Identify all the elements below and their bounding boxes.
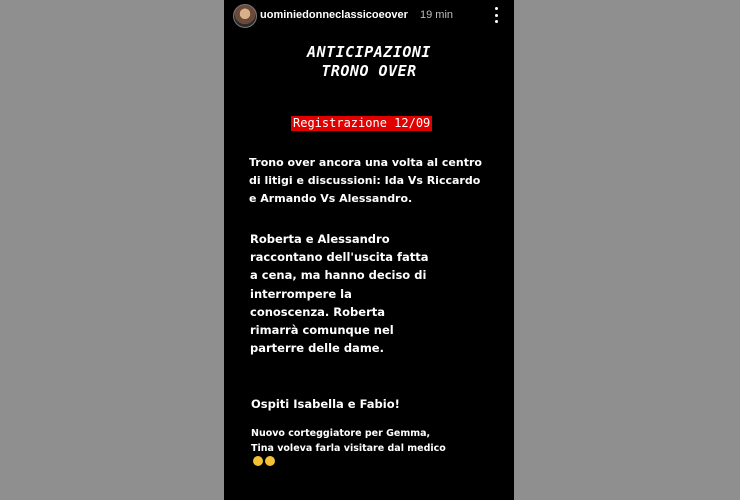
paragraph-gemma [251, 427, 451, 471]
post-time: 19 min [420, 9, 454, 21]
registration-date-banner: Registrazione 12/09 [293, 116, 431, 130]
story-title [224, 43, 514, 81]
paragraph-gemma-text: Nuovo corteggiatore per Gemma, Tina voleva farla visitare dal medico [251, 428, 446, 454]
grimacing-face-emoji [265, 456, 275, 466]
title-line-1: ANTICIPAZIONI [307, 43, 431, 61]
story-header [224, 0, 514, 32]
grimacing-face-emoji [253, 456, 263, 466]
avatar[interactable] [233, 4, 257, 28]
more-options-icon[interactable] [490, 6, 502, 24]
story-card[interactable] [224, 0, 514, 500]
paragraph-litigi: Trono over ancora una volta al centro di litigi e discussioni: Ida Vs Riccardo e Armando Vs Alessandro. [249, 156, 482, 205]
paragraph-ospiti: Ospiti Isabella e Fabio! [251, 397, 400, 411]
username[interactable]: uominiedonneclassicoeover [260, 9, 408, 21]
paragraph-roberta-alessandro: Roberta e Alessandro raccontano dell'uscita fatta a cena, ma hanno deciso di interrompere la conoscenza. Roberta rimarrà comunque nel parterre delle dame. [250, 232, 429, 356]
title-line-2: TRONO OVER [321, 62, 417, 80]
